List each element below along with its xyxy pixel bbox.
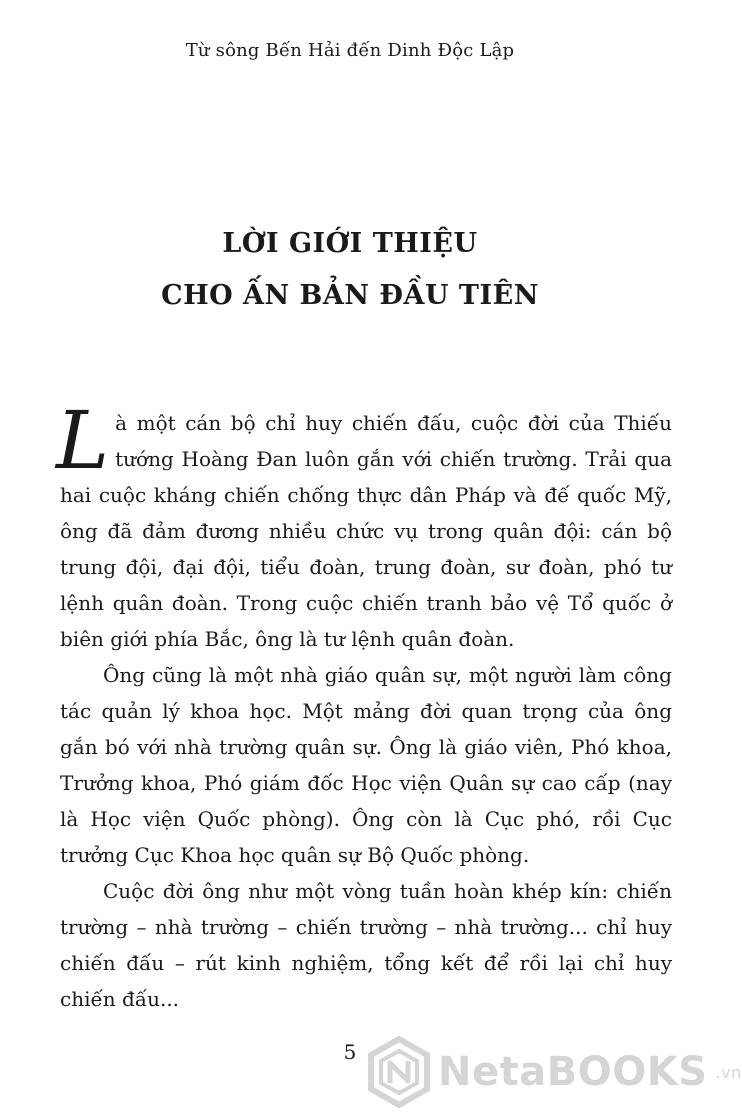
chapter-title-line-2: CHO ẤN BẢN ĐẦU TIÊN (161, 280, 539, 311)
chapter-title-line-1: LỜI GIỚI THIỆU (222, 228, 478, 259)
paragraph-1 (56, 394, 672, 657)
chapter-title (0, 218, 700, 322)
body-text (56, 394, 672, 1017)
watermark-brand: NetaBOOKS (438, 1049, 708, 1095)
running-header: Từ sông Bến Hải đến Dinh Độc Lập (185, 40, 515, 61)
paragraph-1-text: à một cán bộ chỉ huy chiến đấu, cuộc đời của Thiếu tướng Hoàng Đan luôn gắn với chiến trường. Trải qua hai cuộc kháng chiến chống thực dân Pháp và đế quốc Mỹ, ông đã đảm đương nhiều chức vụ trong quân đội: cán bộ trung đội, đại đội, tiểu đoàn, trung đoàn, sư đoàn, phó tư lệnh quân đoàn. Trong cuộc chiến tranh bảo vệ Tổ quốc ở biên giới phía Bắc, ông là tư lệnh quân đoàn. (60, 411, 672, 651)
drop-cap: L (56, 394, 110, 487)
page-number: 5 (343, 1040, 357, 1064)
watermark-suffix: .vn (715, 1062, 742, 1082)
paragraph-3: Cuộc đời ông như một vòng tuần hoàn khép kín: chiến trường – nhà trường – chiến trường – nhà trường... chỉ huy chiến đấu – rút kinh nghiệm, tổng kết để rồi lại chỉ huy chiến đấu... (60, 879, 672, 1011)
paragraph-2: Ông cũng là một nhà giáo quân sự, một người làm công tác quản lý khoa học. Một mảng đời quan trọng của ông gắn bó với nhà trường quân sự. Ông là giáo viên, Phó khoa, Trưởng khoa, Phó giám đốc Học viện Quân sự cao cấp (nay là Học viện Quốc phòng). Ông còn là Cục phó, rồi Cục trưởng Cục Khoa học quân sự Bộ Quốc phòng. (60, 663, 672, 867)
